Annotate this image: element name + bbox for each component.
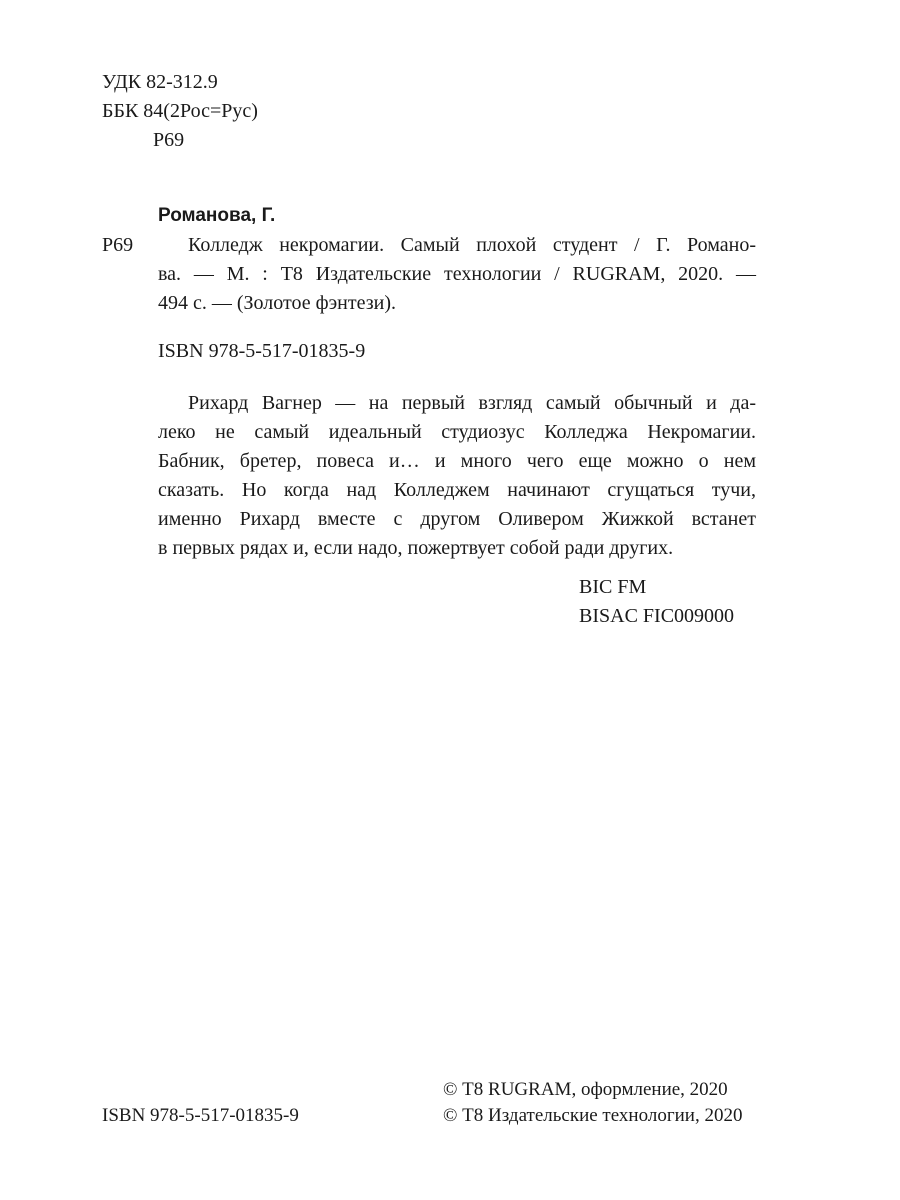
annotation-line: сказать. Но когда над Колледжем начинают сгущаться тучи,	[158, 479, 756, 501]
author-sign-code: Р69	[153, 129, 185, 151]
author-heading: Романова, Г.	[158, 205, 276, 226]
bic-code: BIC FM	[579, 576, 647, 598]
bisac-code: BISAC FIC009000	[579, 605, 735, 627]
annotation-line: леко не самый идеальный студиозус Колледжа Некромагии.	[158, 421, 756, 443]
bbk-code: ББК 84(2Рос=Рус)	[102, 100, 258, 122]
annotation-line: в первых рядах и, если надо, пожертвует собой ради других.	[158, 537, 674, 559]
author-sign-code-left: Р69	[102, 234, 134, 256]
udk-code: УДК 82-312.9	[102, 71, 218, 93]
description-line: ва. — М. : Т8 Издательские технологии / RUGRAM, 2020. —	[158, 263, 756, 285]
annotation-line: именно Рихард вместе с другом Оливером Жижкой встанет	[158, 508, 756, 530]
description-line: Колледж некромагии. Самый плохой студент / Г. Романо-	[188, 234, 756, 256]
annotation	[158, 389, 756, 563]
description-line: 494 с. — (Золотое фэнтези).	[158, 292, 396, 314]
annotation-line: Бабник, бретер, повеса и… и много чего еще можно о нем	[158, 450, 756, 472]
copyright-design: © Т8 RUGRAM, оформление, 2020	[443, 1079, 728, 1100]
copyright-publisher: © Т8 Издательские технологии, 2020	[443, 1105, 743, 1126]
isbn: ISBN 978-5-517-01835-9	[158, 340, 366, 362]
bibliographic-description	[158, 231, 756, 318]
annotation-line: Рихард Вагнер — на первый взгляд самый обычный и да-	[188, 392, 756, 414]
footer-isbn: ISBN 978-5-517-01835-9	[102, 1105, 299, 1126]
